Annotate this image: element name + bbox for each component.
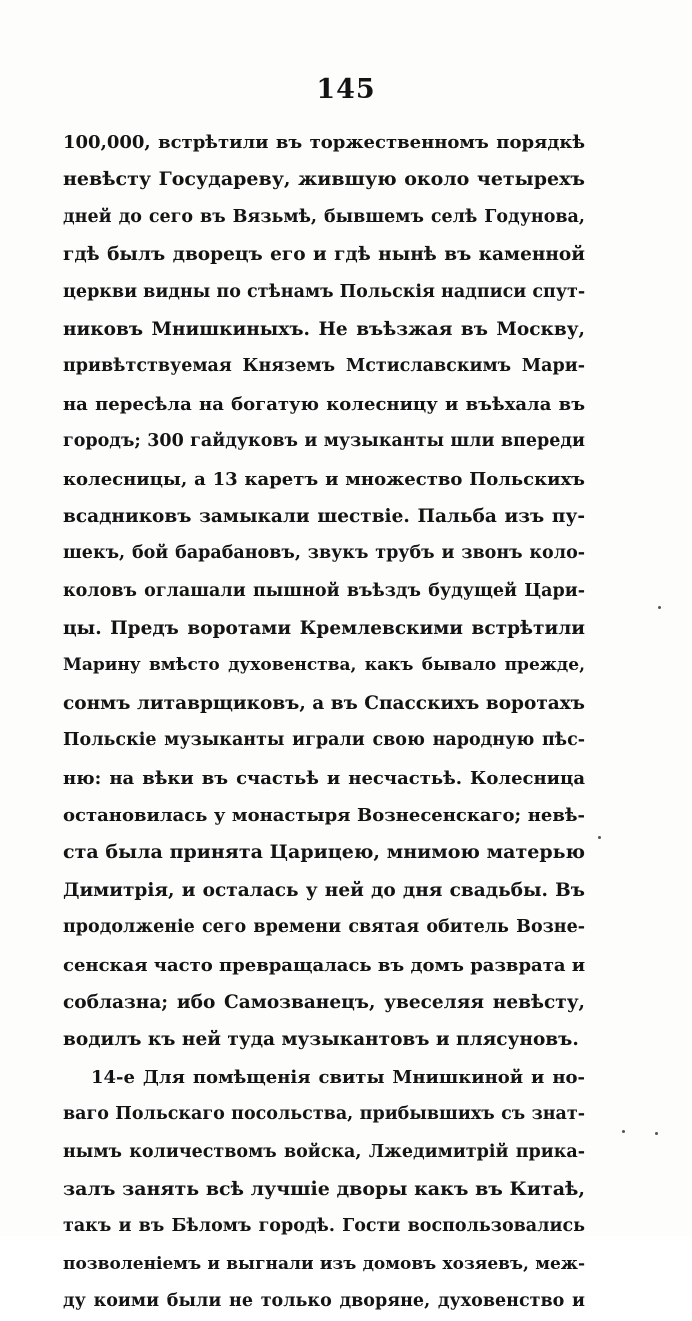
text-line: привѣтствуемая Княземъ Мстиславскимъ Мари-	[63, 356, 585, 377]
text-line: водилъ къ ней туда музыкантовъ и плясуновъ.	[63, 1029, 579, 1051]
text-line: 14-е Для помѣщенія свиты Мнишкиной и но-	[91, 1066, 585, 1088]
text-line: Польскіе музыканты играли свою народную пѣс-	[63, 730, 585, 751]
text-line: ваго Польскаго посольства, прибывшихъ съ знат-	[63, 1104, 585, 1125]
text-line: продолженіе сего времени святая обитель Возне-	[63, 917, 585, 938]
text-line: Марину вмѣсто духовенства, какъ бывало прежде,	[63, 655, 585, 676]
text-line: залъ занять всѣ лучшіе дворы какъ въ Китаѣ,	[63, 1177, 585, 1200]
text-line: соблазна; ибо Самозванецъ, увеселяя невѣсту,	[63, 991, 585, 1013]
text-line: на пересѣла на богатую колесницу и въѣхала въ	[63, 393, 585, 415]
paper-speck	[655, 1132, 658, 1135]
text-line: Димитрія, и осталась у ней до дня свадьбы. Въ	[63, 879, 585, 901]
paper-speck	[598, 836, 601, 839]
text-line: колесницы, а 13 каретъ и множество Польскихъ	[63, 468, 585, 490]
text-line: невѣсту Государеву, жившую около четырехъ	[63, 168, 585, 191]
text-line: позволеніемъ и выгнали изъ домовъ хозяевъ, меж-	[63, 1253, 585, 1274]
text-line: городъ; 300 гайдуковъ и музыканты шли впереди	[63, 431, 585, 452]
paper-speck	[658, 606, 661, 609]
page-number: 145	[316, 74, 376, 105]
text-line: ду коими были не только дворяне, духовенство и	[63, 1291, 585, 1312]
text-line: ню: на вѣки въ счастьѣ и несчастьѣ. Колесница	[63, 767, 585, 789]
text-line: гдѣ былъ дворецъ его и гдѣ нынѣ въ каменной	[63, 244, 585, 266]
text-line: остановилась у монастыря Вознесенскаго; невѣ-	[63, 805, 585, 827]
text-line: 100,000, встрѣтили въ торжественномъ порядкѣ	[63, 132, 585, 153]
paper-speck	[622, 1130, 625, 1133]
text-line: всадниковъ замыкали шествіе. Пальба изъ пу-	[63, 505, 585, 527]
text-line: коловъ оглашали пышной въѣздъ будущей Цари-	[63, 580, 585, 601]
text-line: сенская часто превращалась въ домъ разврата и	[63, 954, 585, 976]
text-line: цы. Предъ воротами Кремлевскими встрѣтили	[63, 618, 585, 640]
text-line: нымъ количествомъ войска, Лжедимитрій прика-	[63, 1141, 585, 1162]
text-line: сонмъ литаврщиковъ, а въ Спасскихъ воротахъ	[63, 692, 585, 714]
text-line: церкви видны по стѣнамъ Польскія надписи спут-	[63, 281, 585, 302]
text-line: никовъ Мнишкиныхъ. Не въѣзжая въ Москву,	[63, 318, 585, 340]
text-line: дней до сего въ Вязьмѣ, бывшемъ селѣ Годунова,	[63, 206, 585, 227]
text-line: ста была принята Царицею, мнимою матерью	[63, 841, 585, 864]
text-line: шекъ, бой барабановъ, звукъ трубъ и звонъ коло-	[63, 543, 585, 564]
text-line: такъ и въ Бѣломъ городѣ. Гости воспользовались	[63, 1216, 585, 1237]
body-text	[63, 124, 585, 1321]
